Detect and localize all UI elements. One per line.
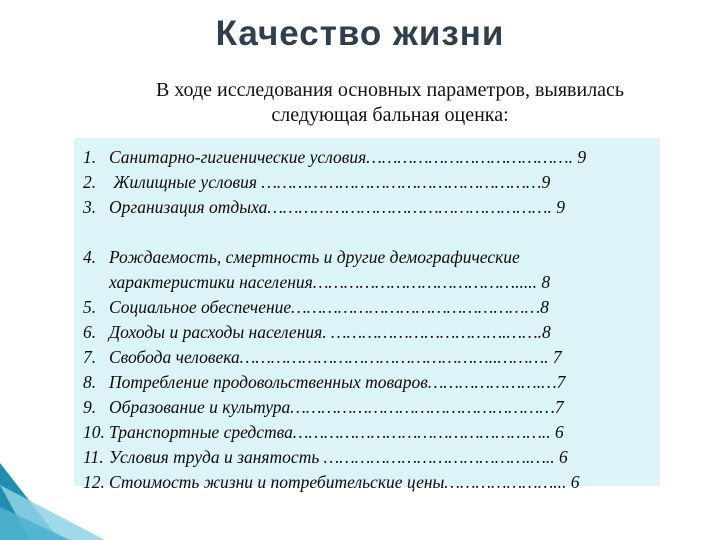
item-text: Условия труда и занятость ………………………………….….. 6: [109, 447, 568, 467]
item-text: Доходы и расходы населения. …………………………….…….8: [109, 322, 551, 342]
score-list: [83, 145, 652, 495]
list-item: [83, 320, 652, 345]
list-item: [83, 420, 652, 445]
item-number: 1.: [83, 147, 97, 167]
subtitle: [100, 78, 680, 128]
item-number: 10.: [83, 422, 105, 442]
item-number: 6.: [83, 322, 97, 342]
item-text: Образование и культура……………………………………………7: [109, 397, 564, 417]
item-text: Организация отдыха………………………………………………. 9: [109, 197, 565, 217]
item-text: Жилищные условия ………………………………………………9: [109, 172, 551, 192]
list-item: [83, 395, 652, 420]
item-number: 7.: [83, 347, 97, 367]
subtitle-line-2: следующая бальная оценка:: [271, 104, 509, 126]
item-text: Санитарно-гигиенические условия…………………………………. 9: [109, 147, 587, 167]
item-number: 4.: [83, 247, 97, 267]
item-text: Потребление продовольственных товаров………………….…7: [109, 372, 566, 392]
list-item: [83, 445, 652, 470]
scores-panel: [74, 138, 660, 492]
list-item: [83, 245, 652, 295]
item-number: 11.: [83, 447, 104, 467]
list-item: [83, 345, 652, 370]
item-text: Свобода человека…………………………………………..………. 7: [109, 347, 562, 367]
item-number: 5.: [83, 297, 97, 317]
item-text: Социальное обеспечение…………………………………………8: [109, 297, 549, 317]
item-number: 2.: [83, 172, 97, 192]
list-item: [83, 195, 652, 220]
item-text: Рождаемость, смертность и другие демографические характеристики населения…………………………………..... 8: [109, 247, 551, 292]
list-item: [83, 170, 652, 195]
slide-title: Качество жизни: [215, 14, 505, 53]
corner-decoration: [0, 445, 110, 540]
item-number: 12.: [83, 472, 105, 492]
item-number: 3.: [83, 197, 97, 217]
item-number: 9.: [83, 397, 97, 417]
list-item: [83, 145, 652, 170]
item-text: Транспортные средства………………………………………….. 6: [109, 422, 564, 442]
list-item: [83, 295, 652, 320]
list-item: [83, 370, 652, 395]
item-number: 8.: [83, 372, 97, 392]
list-item: [83, 470, 652, 495]
item-text: Стоимость жизни и потребительские цены…………………... 6: [109, 472, 580, 492]
subtitle-line-1: В ходе исследования основных параметров, выявилась: [155, 79, 625, 101]
